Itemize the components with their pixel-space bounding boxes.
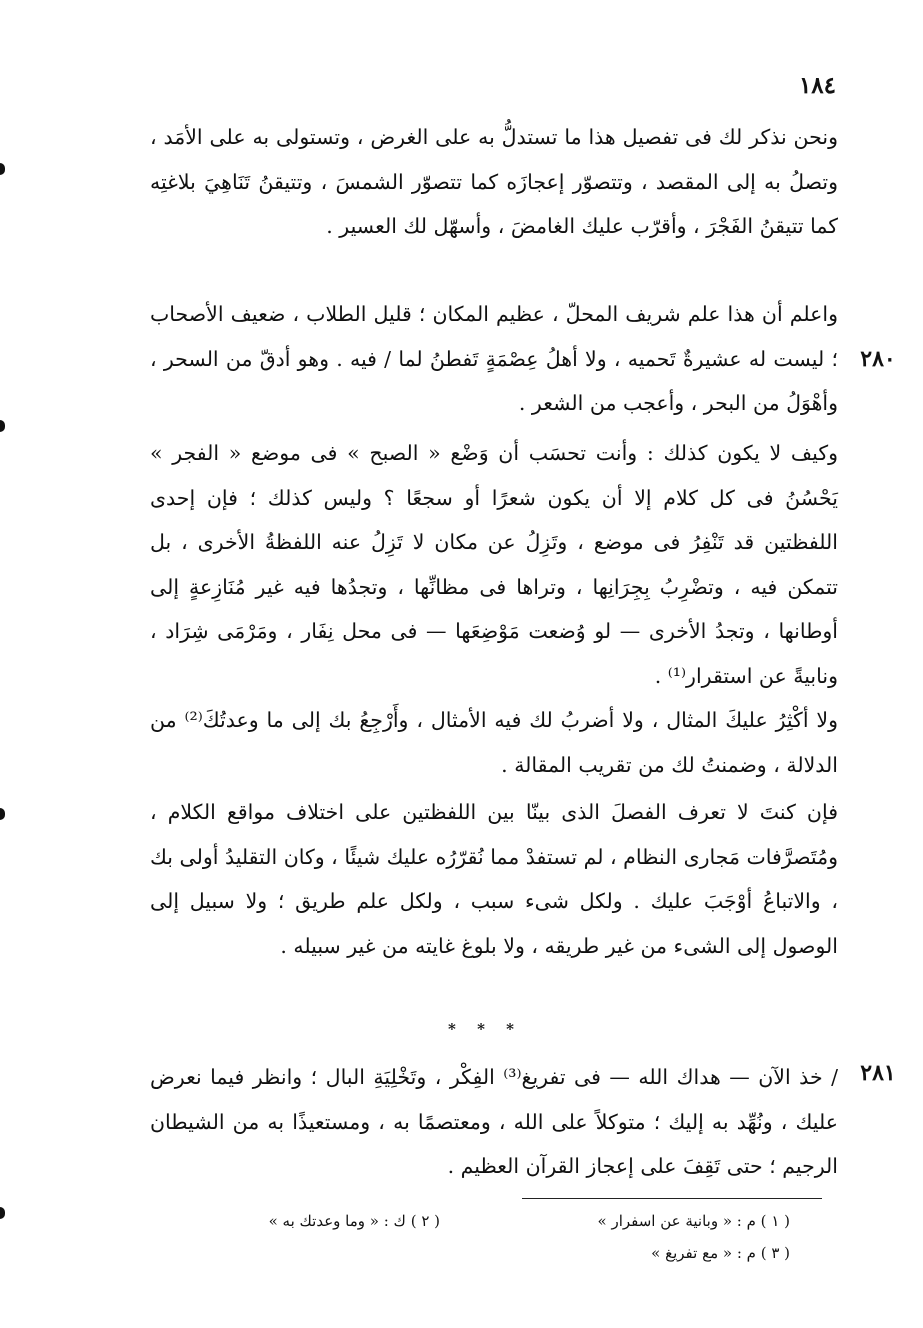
scan-edge-mark [0,808,5,820]
footnote-1: ( ١ ) م : « وبانية عن اسفرار » [597,1212,790,1230]
paragraph-6: / خذ الآن — هداك الله — فى تفريغ⁽³⁾ الفِكْر ، وتَخْلِيَةِ البال ؛ وانظر فيما نعرض عليك ، ونُهِّد به إليك ؛ متوكلاً على الله ، ومعتصمًا به ، ومستعيذًا به من الشيطان الرجيم ؛ حتى تَقِفَ على إعجاز القرآن العظيم . [150,1065,839,1178]
scan-edge-mark [0,1207,5,1219]
section-separator: * * * [448,1020,522,1038]
page-number: ١٨٤ [798,72,836,99]
paragraph-1: ونحن نذكر لك فى تفصيل هذا ما تستدلُّ به على الغرض ، وتستولى به على الأمَد ، وتصلُ به إلى المقصد ، وتتصوّر إعجازَه كما تتصوّر الشمسَ ، وتتيقنُ تَنَاهِيَ بلاغتِه كما تتيقنُ الفَجْرَ ، وأقرّب عليك الغامضَ ، وأسهّل لك العسير . [150,125,838,238]
paragraph-4: ولا أكْثِرُ عليكَ المثال ، ولا أضربُ لك فيه الأمثال ، وأَرْجِعُ بك إلى ما وعدتُكَ⁽²⁾ من الدلالة ، وضمنتُ لك من تقريب المقالة . [150,708,838,777]
footnote-3: ( ٣ ) م : « مع تفريغ » [651,1244,790,1262]
margin-number-280: ٢٨٠ [860,346,896,372]
paragraph-3: وكيف لا يكون كذلك : وأنت تحسَب أن وَضْع « الصبح » فى موضع « الفجر » يَحْسُنُ فى كل كلام إلا أن يكون شعرًا أو سجعًا ؟ وليس كذلك ؛ فإن إحدى اللفظتين قد تَنْفِرُ فى موضع ، وتَزِلُ عن مكان لا تَزِلُ عنه اللفظةُ الأخرى ، بل تتمكن فيه ، وتضْرِبُ بِجِرَانِها ، وتراها فى مظانِّها ، وتجدُها فيه غير مُنَازِعةٍ إلى أوطانها ، وتجدُ الأخرى — لو وُضعت مَوْضِعَها — فى محل نِفَار ، ومَرْمَى شِرَاد ، ونابيةً عن استقرار⁽¹⁾ . [150,441,838,688]
paragraph-2: واعلم أن هذا علم شريف المحلّ ، عظيم المكان ؛ قليل الطلاب ، ضعيف الأصحاب ؛ ليست له عشيرةٌ تَحميه ، ولا أهلُ عِصْمَةٍ تَفطنُ لما / فيه . وهو أدقّ من السحر ، وأهْوَلُ من البحر ، وأعجب من الشعر . [150,302,838,415]
scan-edge-mark [0,163,5,175]
footnote-divider [522,1198,822,1199]
scan-edge-mark [0,420,5,432]
paragraph-5: فإن كنتَ لا تعرف الفصلَ الذى بينّا بين اللفظتين على اختلاف مواقع الكلام ، ومُتَصرَّفات مَجارى النظام ، لم تستفدْ مما نُقرّرُه عليك شيئًا ، وكان التقليدُ أولى بك ، والاتباعُ أوْجَبَ عليك . ولكل شىء سبب ، ولكل علم طريق ؛ ولا سبيل إلى الوصول إلى الشىء من غير طريقه ، ولا بلوغ غايته من غير سبيله . [150,800,838,958]
margin-number-281: ٢٨١ [860,1060,896,1086]
footnote-2: ( ٢ ) ك : « وما وعدتك به » [268,1212,440,1230]
